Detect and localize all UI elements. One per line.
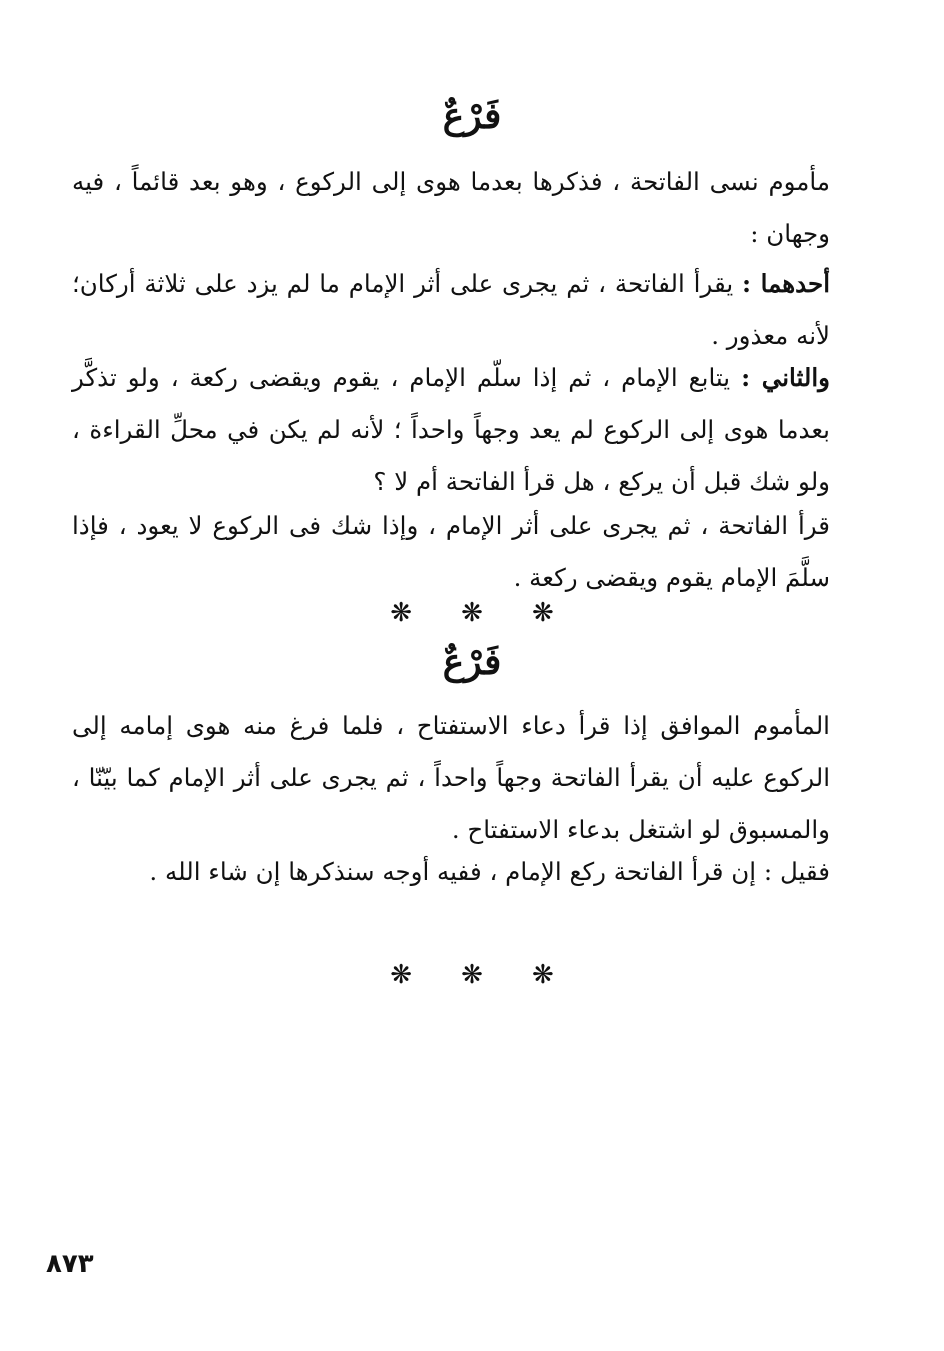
paragraph-text: فقيل : إن قرأ الفاتحة ركع الإمام ، ففيه أوجه سنذكرها إن شاء الله .: [149, 857, 830, 886]
paragraph-1-1: [72, 156, 830, 260]
paragraph-1-2: [72, 258, 830, 362]
paragraph-2-2: [72, 846, 830, 898]
section-separator-1: ❋ ❋ ❋: [390, 598, 554, 628]
paragraph-text: المأموم الموافق إذا قرأ دعاء الاستفتاح ، فلما فرغ منه هوى إمامه إلى الركوع عليه أن يقرأ الفاتحة وجهاً واحداً ، ثم يجرى على أثر الإمام كما بيّنّا ، والمسبوق لو اشتغل بدعاء الاستفتاح .: [72, 711, 830, 844]
paragraph-text: يقرأ الفاتحة ، ثم يجرى على أثر الإمام ما لم يزد على ثلاثة أركان؛ لأنه معذور .: [72, 269, 830, 350]
paragraph-text: يتابع الإمام ، ثم إذا سلّم الإمام ، يقوم ويقضى ركعة ، ولو تذكَّر بعدما هوى إلى الركوع لم يعد وجهاً واحداً ؛ لأنه لم يكن في محلِّ القراءة ، ولو شك قبل أن يركع ، هل قرأ الفاتحة أم لا ؟: [72, 363, 830, 496]
section-heading-1: فَرْعٌ: [442, 95, 502, 137]
paragraph-2-1: [72, 700, 830, 856]
section-separator-2: ❋ ❋ ❋: [390, 960, 554, 990]
section-heading-2: فَرْعٌ: [442, 641, 502, 683]
paragraph-1-3: [72, 352, 830, 508]
paragraph-lead: والثاني :: [741, 363, 831, 392]
paragraph-lead: أحدهما :: [742, 269, 830, 298]
page-number: ٨٧٣: [46, 1249, 94, 1279]
paragraph-text: قرأ الفاتحة ، ثم يجرى على أثر الإمام ، وإذا شك فى الركوع لا يعود ، فإذا سلَّمَ الإمام يقوم ويقضى ركعة .: [72, 511, 830, 592]
paragraph-text: مأموم نسى الفاتحة ، فذكرها بعدما هوى إلى الركوع ، وهو بعد قائماً ، فيه وجهان :: [72, 167, 830, 248]
paragraph-1-4: [72, 500, 830, 604]
